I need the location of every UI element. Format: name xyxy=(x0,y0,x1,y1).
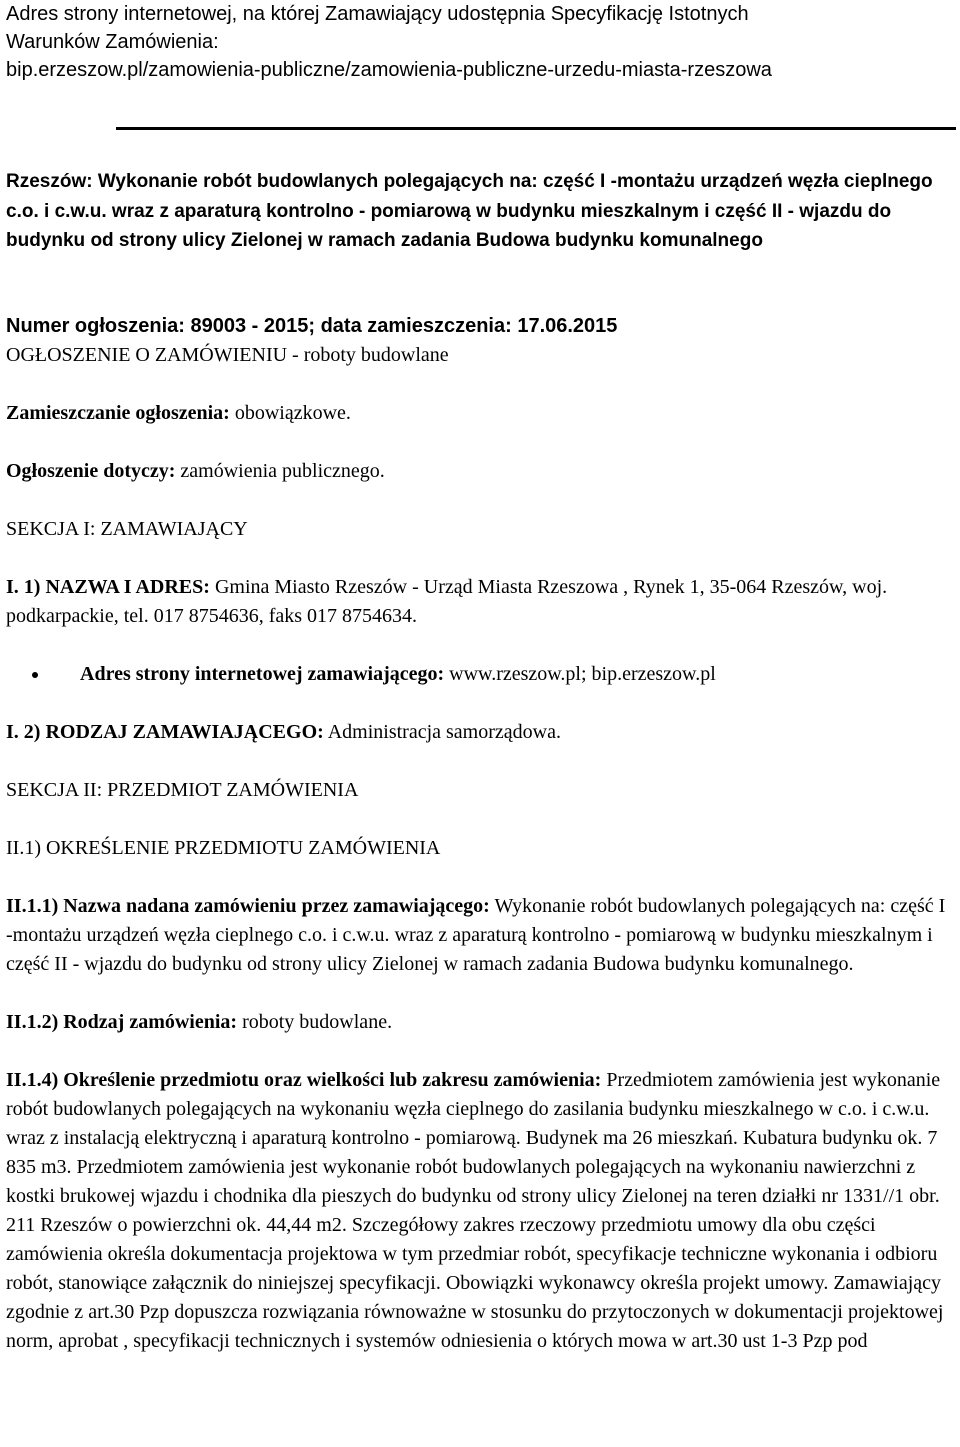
intro-block xyxy=(6,0,951,84)
intro-line-1: Adres strony internetowej, na której Zamawiający udostępnia Specyfikację Istotnych xyxy=(6,3,749,25)
posting-label: Zamieszczanie ogłoszenia: xyxy=(6,402,230,424)
order-scope-row xyxy=(6,1066,954,1356)
contracting-type-row xyxy=(6,718,954,747)
notice-body xyxy=(6,312,954,1356)
concerns-value: zamówienia publicznego. xyxy=(180,460,385,482)
intro-line-2: Warunków Zamówienia: xyxy=(6,31,219,53)
order-name-value: Wykonanie robót budowlanych polegających na: część I -montażu urządzeń węzła cieplnego c.o. i c.w.u. wraz z aparaturą kontrolno - pomiarową w budynku mieszkalnym i część II - wjazdu do budynku od strony ulicy Zielonej w ramach zadania Budowa budynku komunalnego. xyxy=(6,895,946,975)
section-1-heading: SEKCJA I: ZAMAWIAJĄCY xyxy=(6,518,248,540)
bullet-icon xyxy=(32,672,38,678)
contracting-type-label: I. 2) RODZAJ ZAMAWIAJĄCEGO: xyxy=(6,721,324,743)
order-name-row xyxy=(6,892,954,979)
horizontal-rule xyxy=(116,127,956,130)
section-2-1-heading: II.1) OKREŚLENIE PRZEDMIOTU ZAMÓWIENIA xyxy=(6,837,441,859)
order-kind-value: roboty budowlane. xyxy=(242,1011,393,1033)
order-kind-label: II.1.2) Rodzaj zamówienia: xyxy=(6,1011,238,1033)
order-name-label: II.1.1) Nazwa nadana zamówieniu przez zamawiającego: xyxy=(6,895,490,917)
siwz-url-link[interactable]: bip.erzeszow.pl/zamowienia-publiczne/zamowienia-publiczne-urzedu-miasta-rzeszowa xyxy=(6,59,772,81)
website-label: Adres strony internetowej zamawiającego: xyxy=(80,663,445,685)
concerns-row xyxy=(6,457,954,486)
order-scope-value: Przedmiotem zamówienia jest wykonanie robót budowlanych polegających na wykonaniu węzła cieplnego do zasilania budynku mieszkalnego w c.o. i c.w.u. wraz z instalacją elektryczną i aparaturą kontrolno - pomiarową. Budynek ma 26 mieszkań. Kubatura budynku ok. 7 835 m3. Przedmiotem zamówienia jest wykonanie robót budowlanych polegających na wykonaniu nawierzchni z kostki brukowej wjazdu i chodnika dla pieszych do budynku od strony ulicy Zielonej na teren działki nr 1331//1 obr. 211 Rzeszów o powierzchni ok. 44,44 m2. Szczegółowy zakres rzeczowy przedmiotu umowy dla obu części zamówienia określa dokumentacja projektowa w tym przedmiar robót, specyfikacje techniczne wykonania i odbioru robót, stanowiące załącznik do niniejszej specyfikacji. Obowiązki wykonawcy określa projekt umowy. Zamawiający zgodnie z art.30 Pzp dopuszcza rozwiązania równoważne w stosunku do przytoczonych w dokumentacji projektowej norm, aprobat , specyfikacji technicznych i systemów odniesienia o których mowa w art.30 ust 1-3 Pzp pod xyxy=(6,1069,944,1352)
contracting-type-value: Administracja samorządowa. xyxy=(327,721,561,743)
name-address-label: I. 1) NAZWA I ADRES: xyxy=(6,576,210,598)
posting-row xyxy=(6,399,954,428)
website-row xyxy=(6,660,954,689)
posting-value: obowiązkowe. xyxy=(234,402,351,424)
notice-title: Rzeszów: Wykonanie robót budowlanych polegających na: część I -montażu urządzeń węzła cieplnego c.o. i c.w.u. wraz z aparaturą kontrolno - pomiarową w budynku mieszkalnym i część II - wjazdu do budynku od strony ulicy Zielonej w ramach zadania Budowa budynku komunalnego xyxy=(6,171,933,251)
order-kind-row xyxy=(6,1008,954,1037)
section-2-heading: SEKCJA II: PRZEDMIOT ZAMÓWIENIA xyxy=(6,779,359,801)
order-scope-label: II.1.4) Określenie przedmiotu oraz wielkości lub zakresu zamówienia: xyxy=(6,1069,602,1091)
concerns-label: Ogłoszenie dotyczy: xyxy=(6,460,176,482)
name-address-value: Gmina Miasto Rzeszów - Urząd Miasta Rzeszowa , Rynek 1, 35-064 Rzeszów, woj. podkarpackie, tel. 017 8754636, faks 017 8754634. xyxy=(6,576,888,627)
name-address-row xyxy=(6,573,954,631)
website-value[interactable]: www.rzeszow.pl; bip.erzeszow.pl xyxy=(449,663,716,685)
notice-type: OGŁOSZENIE O ZAMÓWIENIU - roboty budowlane xyxy=(6,344,449,366)
notice-number: Numer ogłoszenia: 89003 - 2015; data zamieszczenia: 17.06.2015 xyxy=(6,315,618,337)
